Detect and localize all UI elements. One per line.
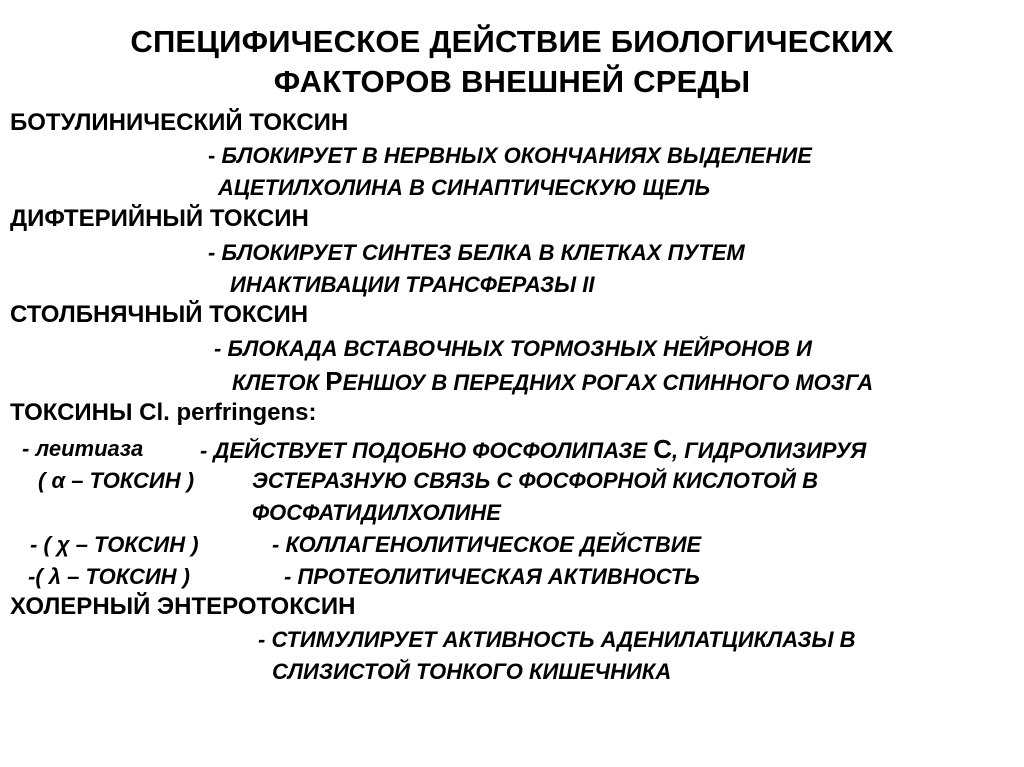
tetanus-desc-2 bbox=[232, 366, 873, 398]
diphtheria-desc-1: - БЛОКИРУЕТ СИНТЕЗ БЕЛКА В КЛЕТКАХ ПУТЕМ bbox=[208, 240, 745, 265]
tetanus-desc-2a: КЛЕТОК bbox=[232, 370, 326, 395]
alpha-toxin-desc-1: ЭСТЕРАЗНУЮ СВЯЗЬ С ФОСФОРНОЙ КИСЛОТОЙ В bbox=[252, 468, 818, 493]
lecithinase-label: - леитиаза bbox=[22, 436, 144, 461]
slide-title-line-2: ФАКТОРОВ ВНЕШНЕЙ СРЕДЫ bbox=[273, 64, 751, 99]
lecithinase-desc-b: , ГИДРОЛИЗИРУЯ bbox=[671, 438, 867, 463]
lecithinase-desc-c: С bbox=[653, 434, 672, 464]
slide-title-line-1: СПЕЦИФИЧЕСКОЕ ДЕЙСТВИЕ БИОЛОГИЧЕСКИХ bbox=[130, 24, 894, 59]
cholera-desc-2: СЛИЗИСТОЙ ТОНКОГО КИШЕЧНИКА bbox=[272, 659, 672, 684]
diphtheria-heading: ДИФТЕРИЙНЫЙ ТОКСИН bbox=[10, 205, 309, 232]
botulinum-heading: БОТУЛИНИЧЕСКИЙ ТОКСИН bbox=[10, 109, 349, 136]
chi-toxin-label: - ( χ – ТОКСИН ) bbox=[30, 532, 199, 557]
lecithinase-desc-a: - ДЕЙСТВУЕТ ПОДОБНО ФОСФОЛИПАЗЕ bbox=[200, 438, 654, 463]
perfringens-heading: ТОКСИНЫ Cl. perfringens: bbox=[10, 399, 317, 426]
botulinum-dash: - bbox=[208, 143, 222, 168]
botulinum-desc-2: АЦЕТИЛХОЛИНА В СИНАПТИЧЕСКУЮ ЩЕЛЬ bbox=[218, 175, 711, 200]
chi-toxin-desc: - КОЛЛАГЕНОЛИТИЧЕСКОЕ ДЕЙСТВИЕ bbox=[272, 532, 702, 557]
cholera-heading: ХОЛЕРНЫЙ ЭНТЕРОТОКСИН bbox=[10, 593, 356, 620]
botulinum-desc-1-text: БЛОКИРУЕТ В НЕРВНЫХ ОКОНЧАНИЯХ ВЫДЕЛЕНИЕ bbox=[221, 143, 812, 168]
tetanus-desc-2c: ЕНШОУ В ПЕРЕДНИХ РОГАХ СПИННОГО МОЗГА bbox=[342, 370, 874, 395]
alpha-toxin-label: ( α – ТОКСИН ) bbox=[38, 468, 195, 493]
diphtheria-desc-2: ИНАКТИВАЦИИ ТРАНСФЕРАЗЫ II bbox=[230, 272, 595, 297]
tetanus-desc-2b: Р bbox=[325, 366, 343, 396]
botulinum-desc-1 bbox=[208, 141, 812, 171]
lambda-toxin-desc: - ПРОТЕОЛИТИЧЕСКАЯ АКТИВНОСТЬ bbox=[284, 564, 700, 589]
slide-title bbox=[0, 22, 1024, 102]
tetanus-heading: СТОЛБНЯЧНЫЙ ТОКСИН bbox=[10, 301, 309, 328]
alpha-toxin-desc-2: ФОСФАТИДИЛХОЛИНЕ bbox=[252, 500, 501, 525]
tetanus-desc-1: - БЛОКАДА ВСТАВОЧНЫХ ТОРМОЗНЫХ НЕЙРОНОВ И bbox=[214, 336, 812, 361]
lecithinase-desc bbox=[200, 434, 866, 466]
lambda-toxin-label: -( λ – ТОКСИН ) bbox=[28, 564, 190, 589]
cholera-desc-1: - СТИМУЛИРУЕТ АКТИВНОСТЬ АДЕНИЛАТЦИКЛАЗЫ В bbox=[258, 627, 856, 652]
